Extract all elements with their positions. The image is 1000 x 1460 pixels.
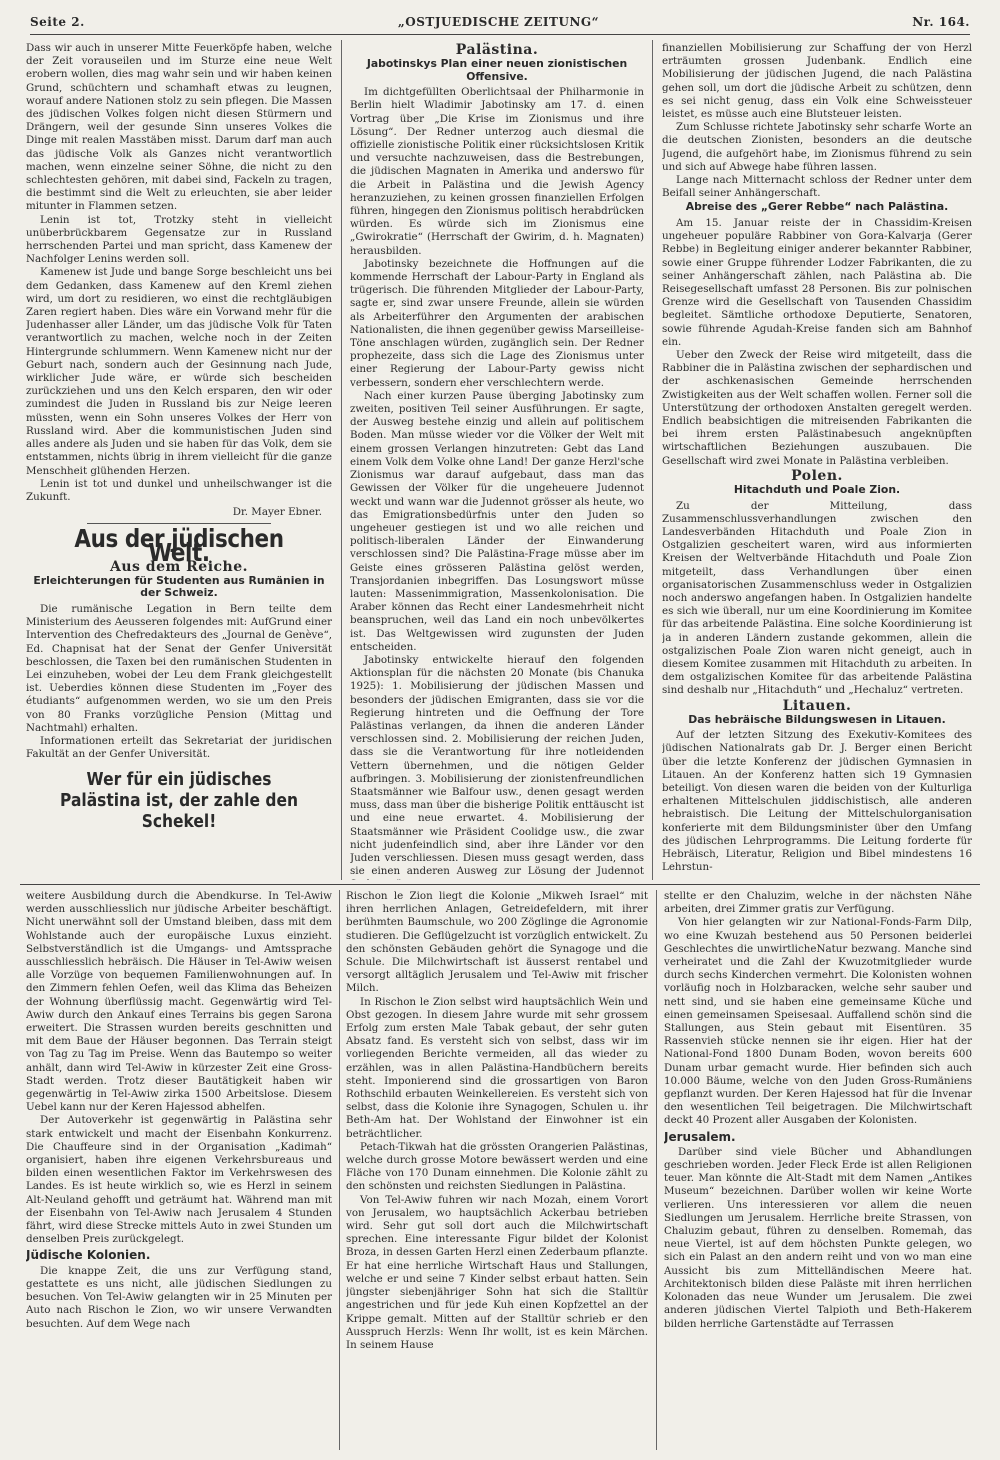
paragraph: Ueber den Zweck der Reise wird mitgeteilt, dass die Rabbiner die in Palästina zwischen der sephardischen und der aschkenasischen Gemeinde herrschenden Zwistigkeiten aus der Welt schaffen wollen. Ferner soll die Unterstützung der orthodoxen Anstalten geregelt werden. Endlich beabsichtigen die mitreisenden Fabrikanten die bei ihrem ersten Palästinabesuch angeknüpften wirtschaftlichen Beziehungen auszubauen. Die Gesellschaft wird zwei Monate in Palästina verbleiben. bbox=[662, 348, 972, 467]
paragraph: finanziellen Mobilisierung zur Schaffung der von Herzl erträumten grossen Judenbank. Endlich eine Mobilisierung der jüdischen Jugend, die nach Palästina gehen soll, um dort die jüdische Arbeit zu schützen, denn es sei nicht genug, dass ein Volk eine Schweissteuer leistet, es müsse auch eine Blutsteuer leisten. bbox=[662, 42, 972, 121]
paragraph: Dass wir auch in unserer Mitte Feuerköpfe haben, welche der Zeit vorauseilen und im Sturze eine neue Welt erobern wollen, dies mag wahr sein und wir haben keinen Grund, schüchtern und schamhaft etwas zu leugnen, worauf andere Nationen stolz zu sein pflegen. Die Massen des jüdischen Volkes folgen nicht diesen Stürmern und Drängern, weil der gesunde Sinn unseres Volkes die Dinge mit realen Masstäben misst. Darum darf man auch das jüdische Volk als Ganzes nicht verantwortlich machen, wenn einzelne seiner Söhne, die nicht zu den schlechtesten gehören, mit dabei sind, Fackeln zu tragen, die bestimmt sind die Welt zu erleuchten, sie aber leider mitunter in Flammen setzen. bbox=[26, 42, 332, 213]
column-rule bbox=[341, 40, 342, 880]
schekel-appeal: Wer für ein jüdisches Palästina ist, der zahle den Schekel! bbox=[60, 769, 298, 833]
article-column-1 bbox=[26, 42, 332, 880]
section-title: Litauen. bbox=[782, 697, 852, 714]
article-headline: Jerusalem. bbox=[664, 1129, 736, 1144]
paragraph: Von hier gelangten wir zur National-Fonds-Farm Dilp, wo eine Kwuzah bestehend aus 50 Personen beiderlei Geschlechtes die unwirtlicheNatur bezwang. Manche sind verheiratet und die Zahl der Kwuzotmitglieder wurde durch sechs Kinderchen vermehrt. Die Kolonisten wohnen vorläufig noch in Holzbaracken, welche sehr sauber und nett sind, und sie haben eine gemeinsame Küche und einen gemeinsamen Speisesaal. Auffallend schön sind die Stallungen, aus Stein gebaut mit Eisentüren. 35 Rassenvieh stücke nennen sie ihr eigen. Hier hat der National-Fond 1800 Dunam Boden, wovon bereits 600 Dunam urbar gemacht wurde. Hier befinden sich auch 10.000 Bäume, welche von den Juden Gross-Rumäniens gepflanzt wurden. Der Keren Hajessod hat für die Invenar den wesentlichen Teil beigetragen. Die Milchwirtschaft deckt 40 Prozent aller Ausgaben der Kolonisten. bbox=[664, 916, 972, 1127]
section-banner: Aus der jüdischen Welt. bbox=[74, 524, 284, 567]
bottom-column-3 bbox=[664, 890, 972, 1450]
paragraph: Nach einer kurzen Pause überging Jabotinsky zum zweiten, positiven Teil seiner Ausführungen. Er sagte, der Ausweg bestehe einzig und allein auf politischem Boden. Man müsse wieder vor die Völker der Welt mit einem grossen Verlangen hinzutreten: Gebt das Land einem Volk dem Volke ohne Land! Der ganze Herzl'sche Zionismus war darauf aufgebaut, dass man das Gewissen der Völker für die ungeheuere Judennot weckt und wann war die Judennot grösser als heute, wo das Emigrationsbedürfnis unter den Juden so ungeheuer gestiegen ist und wo alle reichen und politisch-liberalen Länder der Einwanderung verschlossen sind? Die Palästina-Frage müsse aber im Geiste eines grösseren Palästina gelöst werden, Transjordanien inbegriffen. Das Losungswort müsse lauten: Massenimmigration, Massenkolonisation. Die Araber können das Recht einer Landesmehrheit nicht beanspruchen, weil das Land ein noch unbevölkertes ist. Das Weltgewissen wird zugunsten der Juden entscheiden. bbox=[350, 389, 644, 653]
paragraph: stellte er den Chaluzim, welche in der nächsten Nähe arbeiten, drei Zimmer gratis zur Verfügung. bbox=[664, 890, 972, 916]
section-title: Palästina. bbox=[455, 42, 539, 58]
paragraph: Im dichtgefüllten Oberlichtsaal der Philharmonie in Berlin hielt Wladimir Jabotinsky am 17. d. einen Vortrag über „Die Krise im Zionismus und ihre Lösung“. Der Redner unterzog auch diesmal die offizielle zionistische Politik einer rücksichtslosen Kritik und versuchte nachzuweisen, dass die Bestrebungen, die jüdischen Magnaten in Amerika und anderswo für die Arbeit in Palästina und die Jewish Agency heranzuziehen, zu keinen grossen finanziellen Erfolgen führen, hingegen den Zionismus politisch herabdrücken würden. Es würde sich im Zionismus eine „Gwirokratie“ (Herrschaft der Gwirim, d. h. Magnaten) herausbilden. bbox=[350, 86, 644, 257]
article-headline: Hitachduth und Poale Zion. bbox=[733, 483, 901, 496]
paragraph: In Rischon le Zion selbst wird hauptsächlich Wein und Obst gezogen. In diesem Jahre wurde mit sehr grossem Erfolg zum ersten Male Tabak gebaut, der sehr guten Absatz fand. Es versteht sich von selbst, dass wir im vorliegenden Berichte vermeiden, all das wieder zu erzählen, was in allen Palästina-Handbüchern bereits steht. Imponierend sind die grossartigen von Baron Rothschild erbauten Weinkellereien. Es versteht sich von selbst, dass die Kolonie ihre Synagogen, Schulen u. ihr Beth-Am hat. Der Wohlstand der Einwohner ist ein beträchtlicher. bbox=[346, 995, 648, 1140]
bottom-column-2 bbox=[346, 890, 648, 1450]
column-rule bbox=[652, 40, 653, 880]
section-divider bbox=[20, 884, 980, 885]
article-headline: Erleichterungen für Studenten aus Rumänien in der Schweiz. bbox=[33, 573, 325, 600]
paragraph: Informationen erteilt das Sekretariat der juridischen Fakultät an der Genfer Universität. bbox=[26, 734, 332, 761]
section-title: Aus dem Reiche. bbox=[109, 558, 249, 575]
article-column-3 bbox=[662, 42, 972, 880]
paragraph: Lenin ist tot und dunkel und unheilschwanger ist die Zukunft. bbox=[26, 477, 332, 503]
paragraph: Kamenew ist Jude und bange Sorge beschleicht uns bei dem Gedanken, dass Kamenew auf den Kreml ziehen wird, um dort zu residieren, wo einst die rechtgläubigen Zaren regiert haben. Dies wäre ein Vorwand mehr für die Judenhasser aller Länder, um das jüdische Volk für Taten verantwortlich zu machen, welche noch in der Zeiten Hintergrunde schlummern. Wenn Kamenew nicht nur der Geburt nach, sondern auch der Gesinnung nach Jude, wirklicher Jude wäre, er würde sich bescheiden zurückziehen und uns den Kelch ersparen, den wir oder zumindest die Juden in Russland bis zur Neige leeren müssten, wenn ein Sohn unseres Volkes der Herr von Russland wird. Aber die kommunistischen Juden sind alles andere als Juden und sie haben für das Volk, dem sie entstammen, nichts übrig in ihrem vielleicht für die ganze Menschheit glühenden Herzen. bbox=[26, 266, 332, 477]
paragraph: weitere Ausbildung durch die Abendkurse. In Tel-Awiw werden ausschliesslich nur jüdische Arbeiter beschäftigt. Nicht unerwähnt soll der Umstand bleiben, dass mit dem Wohlstande auch der europäische Luxus einzieht. Selbstverständlich ist die Umgangs- und Amtssprache ausschliesslich hebräisch. Die Häuser in Tel-Awiw weisen alle Vorzüge von bequemen Familienwohnungen auf. In den Zimmern fehlen Oefen, weil das Klima das Beheizen der Wohnung überflüssig macht. Gegenwärtig wird Tel-Awiw durch den Ankauf eines Terrains bis gegen Sarona erweitert. Die Strassen wurden bereits geschnitten und mit dem Baue der Häuser begonnen. Das Terrain steigt von Tag zu Tag im Preise. Wenn das Bautempo so weiter anhält, dann wird Tel-Awiw in kürzester Zeit eine Gross-Stadt werden. Trotz dieser Bautätigkeit haben wir gegenwärtig in Tel-Awiw zirka 1500 Arbeitslose. Diesem Uebel kann nur der Keren Hajessod abhelfen. bbox=[26, 890, 332, 1114]
paragraph: Rischon le Zion liegt die Kolonie „Mikweh Israel“ mit ihren herrlichen Anlagen, Getreidefeldern, mit ihrer berühmten Baumschule, wo 200 Zöglinge die Agronomie studieren. Die Geflügelzucht ist vorzüglich entwickelt. Zu den schönsten Gebäuden gehört die Synagoge und die Schule. Die Milchwirtschaft ist äusserst rentabel und versorgt alltäglich Jerusalem und Tel-Awiw mit frischer Milch. bbox=[346, 890, 648, 995]
paragraph: Zu der Mitteilung, dass Zusammenschlussverhandlungen zwischen den Landesverbänden Hitachduth und Poale Zion in Ostgalizien gescheitert waren, wird aus informierten Kreisen der Weltverbände Hitachduth und Poale Zion mitgeteilt, dass Verhandlungen über einen organisatorischen Zusammenschluss weder in Ostgalizien noch anderswo angefangen haben. In Ostgalizien handelte es sich wie überall, nur um eine Koordinierung im Komitee für das arbeitende Palästina. Eine solche Koordinierung ist ja in anderen Ländern zustande gekommen, allein die ostgalizischen Poale Zion waren nicht geneigt, auch in diesem Komitee zusammen mit Hitachduth zu arbeiten. In dem ostgalizischen Komitee für das arbeitende Palästina sind deshalb nur „Hitachduth“ und „Hechaluz“ vertreten. bbox=[662, 499, 972, 697]
section-title: Polen. bbox=[791, 467, 843, 484]
article-headline: Jüdische Kolonien. bbox=[26, 1248, 151, 1263]
paragraph: Petach-Tikwah hat die grössten Orangerien Palästinas, welche durch grosse Motore bewässert werden und eine Fläche von 170 Dunam einnehmen. Die Kolonie zählt zu den schönsten und reichsten Siedlungen in Palästina. bbox=[346, 1140, 648, 1193]
paragraph: Darüber sind viele Bücher und Abhandlungen geschrieben worden. Jeder Fleck Erde ist allen Religionen teuer. Man könnte die Alt-Stadt mit dem Namen „Antikes Museum“ bezeichnen. Darüber wollen wir keine Worte verlieren. Uns interessieren vor allem die neuen Siedlungen um Jerusalem. Herrliche breite Strassen, von Chaluzim gebaut, führen zu denselben. Romemah, das neue Viertel, ist auf dem höchsten Punkte gelegen, wo sich ein Palast an den andern reiht und von wo man eine Aussicht bis zum Mittelländischen Meere hat. Architektonisch bilden diese Paläste mit ihren herrlichen Kolonaden das neue Wunder um Jerusalem. Die zwei anderen jüdischen Viertel Talpioth und Beth-Hakerem bilden herrliche Gartenstädte auf Terrassen bbox=[664, 1145, 972, 1330]
paragraph: Von Tel-Awiw fuhren wir nach Mozah, einem Vorort von Jerusalem, wo hauptsächlich Ackerbau betrieben wird. Sehr gut soll dort auch die Milchwirtschaft sprechen. Eine interessante Figur bildet der Kolonist Broza, in dessen Garten Herzl einen Zederbaum pflanzte. Er hat eine herrliche Wirtschaft Haus und Stallungen, welche er und seine 7 Kinder selbst erbaut hatten. Sein jüngster siebenjähriger Sohn hat sich die Stalltür angestrichen und für jede Kuh einen Kopfzettel an der Krippe gemalt. Mitten auf der Stalltür schrieb er den Ausspruch Herzls: Wenn Ihr wollt, ist es kein Märchen. In seinem Hause bbox=[346, 1193, 648, 1351]
page-number: Seite 2. bbox=[30, 15, 85, 29]
paragraph: Zum Schlusse richtete Jabotinsky sehr scharfe Worte an die deutschen Zionisten, besonders an die deutsche Jugend, die aufgehört habe, im Zionismus führend zu sein und sich auf Abwege habe führen lassen. bbox=[662, 121, 972, 173]
paragraph: Der Autoverkehr ist gegenwärtig in Palästina sehr stark entwickelt und macht der Eisenbahn Konkurrenz. Die Chauffeure sind in der Organisation „Kadimah“ organisiert, haben ihre eigenen Verkehrsbureaus und bilden einen wesentlichen Faktor im Verkehrswesen des Landes. Es ist heute wirklich so, wie es Herzl in seinem Alt-Neuland gehofft und geträumt hat. Während man mit der Eisenbahn von Tel-Awiw nach Jerusalem 4 Stunden fährt, wird diese Strecke mittels Auto in zwei Stunden um denselben Preis zurückgelegt. bbox=[26, 1114, 332, 1246]
paragraph: Auf der letzten Sitzung des Exekutiv-Komitees des jüdischen Nationalrats gab Dr. J. Berger einen Bericht über die letzte Konferenz der jüdischen Gymnasien in Litauen. An der Konferenz hatten sich 19 Gymnasien beteiligt. Von diesen waren die beiden von der Kulturliga erhaltenen Mittelschulen jiddischistisch, alle anderen hebraistisch. Die Leitung der Mittelschulorganisation konferierte mit dem Bildungsminister über den Umfang des jüdischen Lehrprogramms. Die Leitung forderte für Hebräisch, Literatur, Religion und Bibel mindestens 16 Lehrstun- bbox=[662, 729, 972, 874]
author-signature: Dr. Mayer Ebner. bbox=[232, 506, 322, 519]
article-column-2 bbox=[350, 42, 644, 880]
issue-number: Nr. 164. bbox=[912, 15, 970, 29]
column-rule bbox=[656, 890, 657, 1450]
article-headline: Das hebräische Bildungswesen in Litauen. bbox=[688, 712, 946, 726]
paragraph: Jabotinsky entwickelte hierauf den folgenden Aktionsplan für die nächsten 20 Monate (bis Chanuka 1925): 1. Mobilisierung der jüdischen Massen und besonders der jüdischen Emigranten, dass sie vor die Regierung hintreten und die Oeffnung der Tore Palästinas verlangen, da ihnen die anderen Länder verschlossen sind. 2. Mobilisierung der reichen Juden, dass sie die Verantwortung für ihre notleidenden Vettern übernehmen, und die nötigen Gelder aufbringen. 3. Mobilisierung der zionistenfreundlichen Staatsmänner wie Balfour usw., denen gesagt werden muss, dass man über die bisherige Politik enttäuscht ist und eine neue erwartet. 4. Mobilisierung der Staatsmänner wie Präsident Coolidge usw., die zwar nicht judenfeindlich sind, aber ihre Länder vor den Juden verschliessen. Diesen muss gesagt werden, dass sie einen anderen Ausweg zur Lösung der Judennot bbox=[350, 653, 644, 878]
bottom-column-1 bbox=[26, 890, 332, 1450]
newspaper-title: „OSTJUEDISCHE ZEITUNG“ bbox=[397, 15, 600, 29]
paragraph: Die knappe Zeit, die uns zur Verfügung stand, gestattete es uns nicht, alle jüdischen Siedlungen zu besuchen. Von Tel-Awiw gelangten wir in 25 Minuten per Auto nach Rischon le Zion, wo wir unsere Verwandten besuchten. Auf dem Wege nach bbox=[26, 1264, 332, 1330]
paragraph: Die rumänische Legation in Bern teilte dem Ministerium des Aeusseren folgendes mit: AufGrund einer Intervention des Chefredakteurs des „Journal de Genève“, Ed. Chapnisat hat der Senat der Genfer Universität beschlossen, die Taxen bei den rumänischen Studenten in Lei einzuheben, wobei der Leu dem Frank gleichgestellt ist. Ueberdies können diese Studenten im „Foyer des étudiants“ aufgenommen werden, wo sie um den Preis von 80 Franks vorzügliche Pension (Mittag und Nachtmahl) erhalten. bbox=[26, 602, 332, 734]
article-headline: Abreise des „Gerer Rebbe“ nach Palästina. bbox=[685, 200, 949, 214]
paragraph: Jabotinsky bezeichnete die Hoffnungen auf die kommende Herrschaft der Labour-Party in England als trügerisch. Die führenden Mitglieder der Labour-Party, sagte er, sind zwar unsere Freunde, allein sie würden als Arbeiterführer den Argumenten der arabischen Nationalisten, die ihnen gegenüber gewiss Marseilleise-Töne anschlagen würden, zugänglich sein. Der Redner prophezeite, dass sich die Lage des Zionismus unter einer Regierung der Labour-Party gewiss nicht verbessern, sondern eher verschlechtern werde. bbox=[350, 257, 644, 389]
paragraph: Lenin ist tot, Trotzky steht in vielleicht unüberbrückbarem Gegensatze zur in Russland herrschenden Partei und man spricht, dass Kamenew der Nachfolger Lenins werden soll. bbox=[26, 213, 332, 266]
paragraph: Lange nach Mitternacht schloss der Redner unter dem Beifall seiner Anhängerschaft. bbox=[662, 174, 972, 200]
column-rule bbox=[339, 890, 340, 1450]
article-headline: Jabotinskys Plan einer neuen zionistischen Offensive. bbox=[366, 57, 628, 83]
page-header bbox=[30, 10, 970, 35]
paragraph: Am 15. Januar reiste der in Chassidim-Kreisen ungeheuer populäre Rabbiner von Gora-Kalvarja (Gerer Rebbe) in Begleitung einiger anderer bekannter Rabbiner, sowie einer Gruppe führender Lodzer Fabrikanten, die zu seiner Anhängerschaft zählen, nach Palästina ab. Die Reisegesellschaft umfasst 28 Personen. Bis zur polnischen Grenze wird die Gesellschaft von Tausenden Chassidim begleitet. Sämtliche orthodoxe Deputierte, Senatoren, sowie führende Agudah-Kreise fanden sich am Bahnhof ein. bbox=[662, 216, 972, 348]
